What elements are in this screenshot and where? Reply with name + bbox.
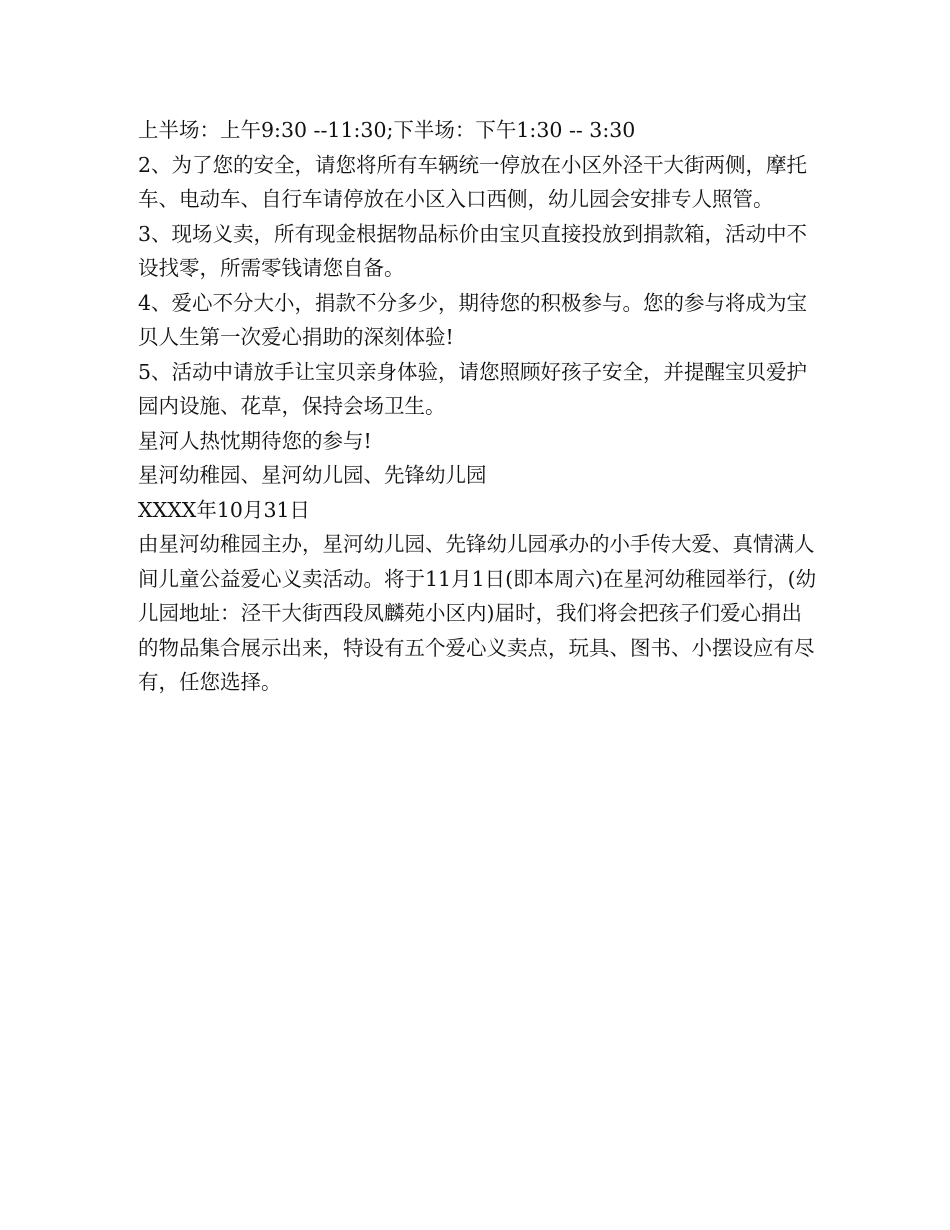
signature-organizers: 星河幼稚园、星河幼儿园、先锋幼儿园 (138, 463, 487, 487)
cash-notice: 3、现场义卖，所有现金根据物品标价由宝贝直接投放到捐款箱，活动中不设找零，所需零钱请您自备。 (138, 221, 808, 280)
closing-line: 星河人热忱期待您的参与! (138, 428, 372, 453)
schedule-line: 上半场：上午9:30 --11:30;下半场：下午1:30 -- 3:30 (138, 118, 636, 142)
signature-date: XXXX年10月31日 (138, 497, 311, 522)
safety-notice: 5、活动中请放手让宝贝亲身体验，请您照顾好孩子安全，并提醒宝贝爱护园内设施、花草，保持会场卫生。 (138, 359, 808, 418)
document-body (138, 113, 818, 700)
donation-notice: 4、爱心不分大小，捐款不分多少，期待您的积极参与。您的参与将成为宝贝人生第一次爱心捐助的深刻体验! (138, 290, 808, 349)
parking-notice: 2、为了您的安全，请您将所有车辆统一停放在小区外泾干大街两侧，摩托车、电动车、自行车请停放在小区入口西侧，幼儿园会安排专人照管。 (138, 152, 808, 211)
event-description: 由星河幼稚园主办，星河幼儿园、先锋幼儿园承办的小手传大爱、真情满人间儿童公益爱心义卖活动。将于11月1日(即本周六)在星河幼稚园举行，(幼儿园地址：泾干大街西段凤麟苑小区内)届时，我们将会把孩子们爱心捐出的物品集合展示出来，特设有五个爱心义卖点，玩具、图书、小摆设应有尽有，任您选择。 (138, 532, 817, 694)
